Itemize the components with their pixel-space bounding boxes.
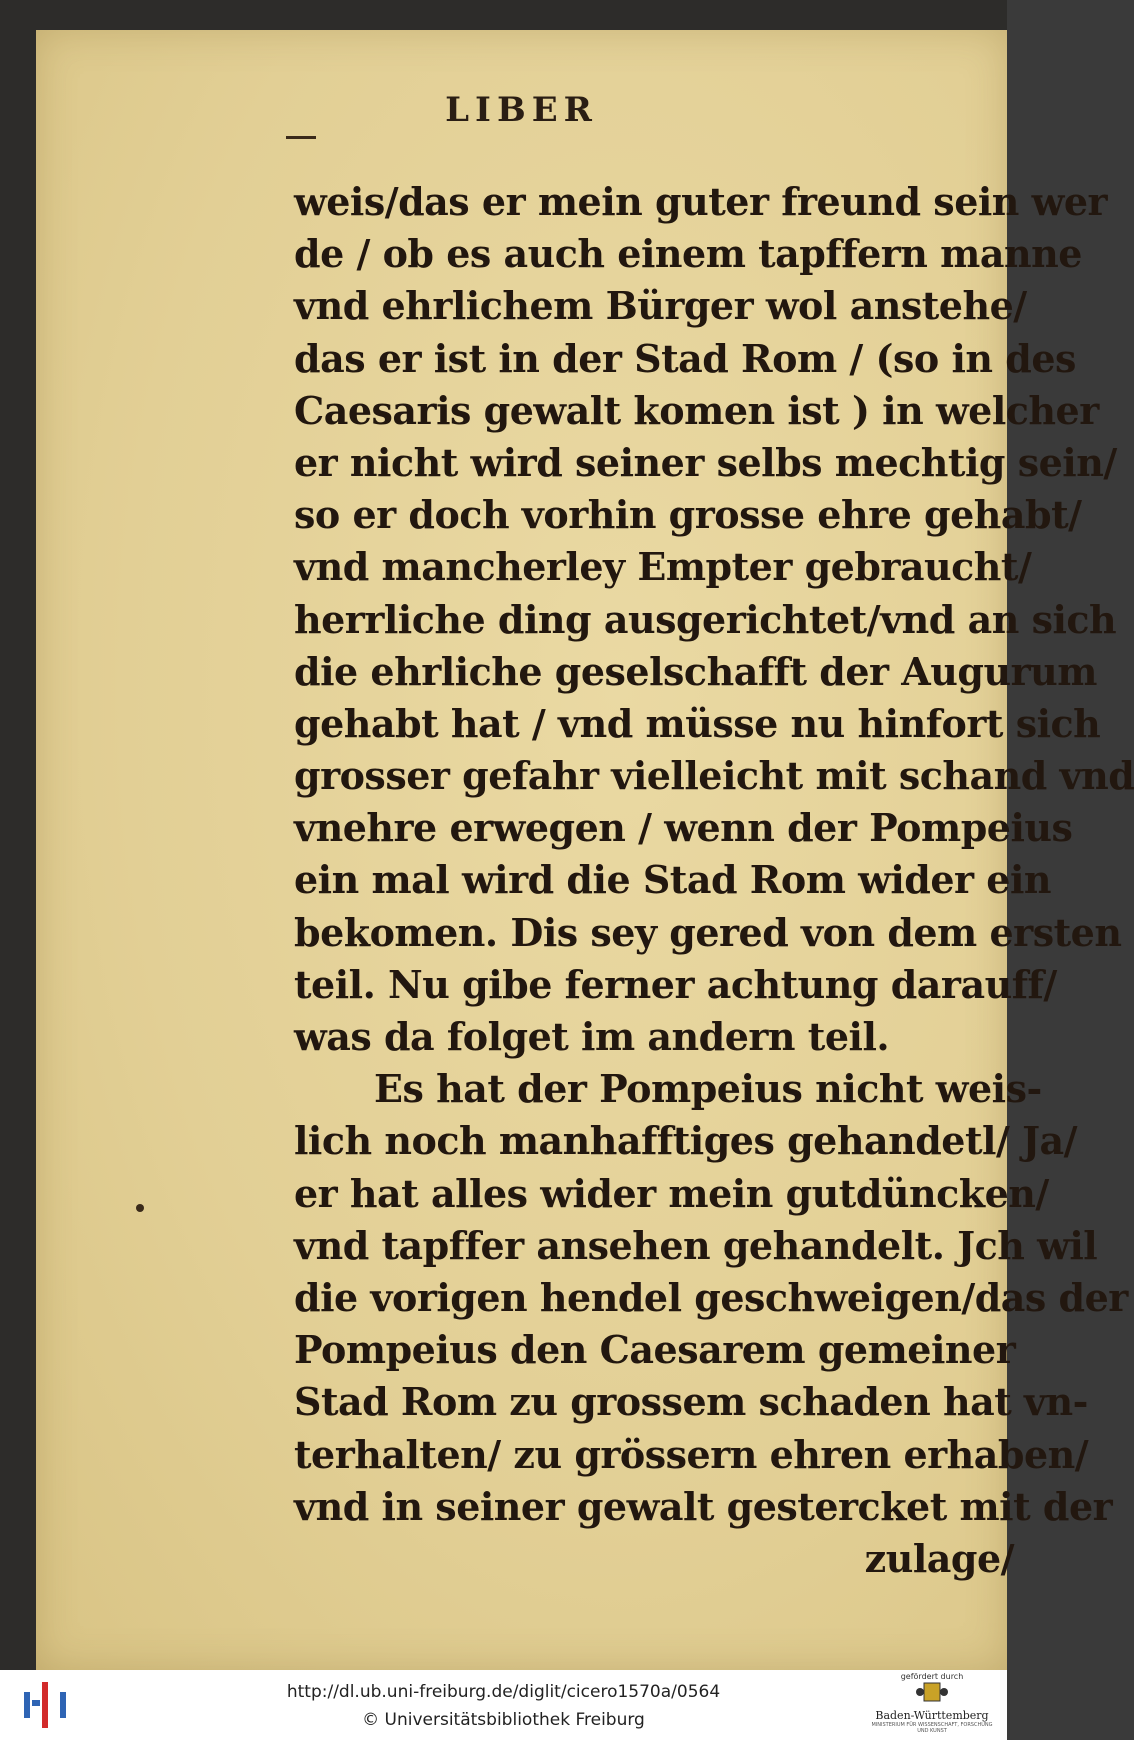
text-line: vnd mancherley Empter gebraucht/	[294, 544, 1032, 590]
text-line: Pompeius den Caesarem gemeiner	[294, 1327, 1016, 1373]
text-line: bekomen. Dis sey gered von dem ersten	[294, 909, 1122, 955]
text-line: gehabt hat / vnd müsse nu hinfort sich	[294, 700, 1101, 746]
running-header: LIBER	[445, 90, 598, 130]
coat-of-arms-icon	[915, 1681, 949, 1703]
text-line: so er doch vorhin grosse ehre gehabt/	[294, 492, 1082, 538]
text-line: vnd in seiner gewalt gestercket mit der	[294, 1483, 1113, 1529]
text-line: vnd tapffer ansehen gehandelt. Jch wil	[294, 1222, 1098, 1268]
source-url[interactable]: http://dl.ub.uni-freiburg.de/diglit/cicero1570a/0564	[286, 1682, 721, 1702]
book-page	[36, 30, 1134, 1670]
text-line: was da folget im andern teil.	[294, 1014, 890, 1059]
sponsor-name: Baden-Württemberg	[875, 1709, 989, 1722]
text-line: die ehrliche geselschafft der Augurum	[294, 648, 1097, 694]
text-line: vnehre erwegen / wenn der Pompeius	[294, 805, 1073, 851]
text-line: Stad Rom zu grossem schaden hat vn-	[294, 1379, 1088, 1425]
body-text	[294, 176, 1134, 1585]
text-line: teil. Nu gibe ferner achtung darauff/	[294, 961, 1057, 1007]
viewer-footer	[0, 1670, 1007, 1740]
text-line: terhalten/ zu grössern ehren erhaben/	[294, 1431, 1089, 1477]
text-line: grosser gefahr vielleicht mit schand vnd	[294, 753, 1134, 799]
margin-mark	[136, 1204, 144, 1212]
text-line: das er ist in der Stad Rom / (so in des	[294, 335, 1076, 381]
sponsor-caption: gefördert durch	[900, 1672, 964, 1681]
text-line: ein mal wird die Stad Rom wider ein	[294, 857, 1052, 903]
copyright-notice: © Universitätsbibliothek Freiburg	[362, 1710, 645, 1730]
text-line: Caesaris gewalt komen ist ) in welcher	[294, 387, 1099, 433]
text-line: er hat alles wider mein gutdüncken/	[294, 1170, 1049, 1216]
sponsor-ministry: MINISTERIUM FÜR WISSENSCHAFT, FORSCHUNG UND KUNST	[871, 1722, 993, 1734]
text-line: weis/das er mein guter freund sein wer	[294, 179, 1108, 224]
sponsor-block	[867, 1672, 997, 1738]
text-line: herrliche ding ausgerichtet/vnd an sich	[294, 596, 1117, 642]
text-line: vnd ehrlichem Bürger wol anstehe/	[294, 283, 1027, 329]
text-line: die vorigen hendel geschweigen/das der	[294, 1274, 1128, 1320]
catchword-dash	[286, 136, 316, 139]
text-line: Es hat der Pompeius nicht weis-	[374, 1066, 1042, 1112]
text-line: er nicht wird seiner selbs mechtig sein/	[294, 439, 1117, 485]
catchword: zulage/	[864, 1535, 1014, 1581]
text-line: de / ob es auch einem tapffern manne	[294, 231, 1082, 277]
text-line: lich noch manhafftiges gehandetl/ Ja/	[294, 1118, 1078, 1164]
